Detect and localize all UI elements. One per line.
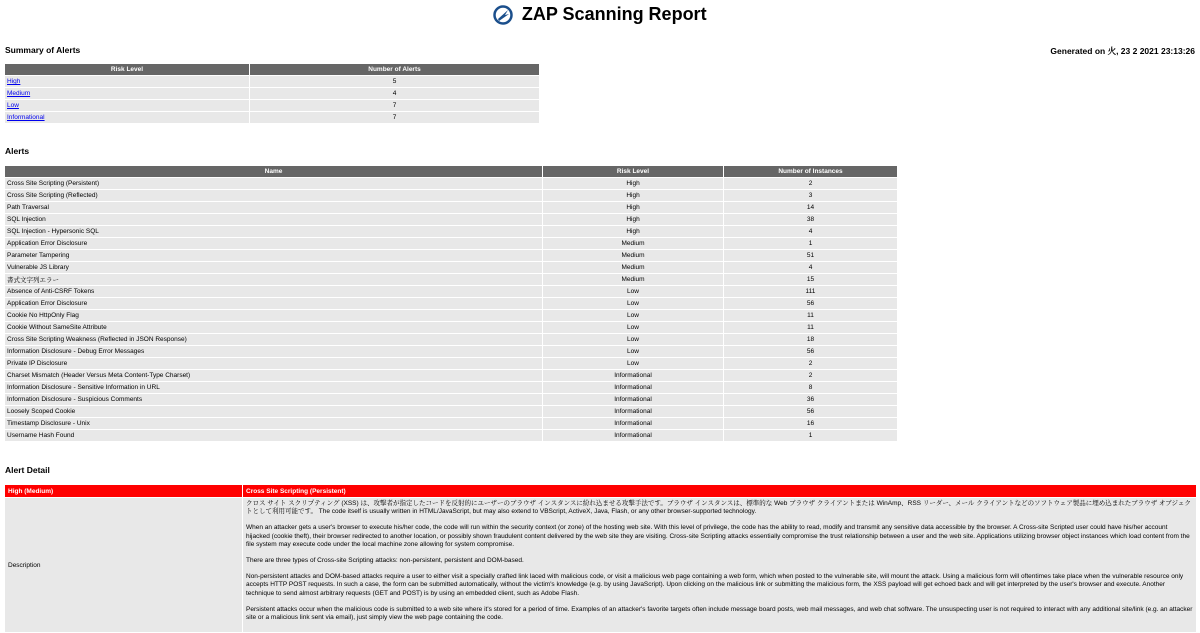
alert-name: Information Disclosure - Debug Error Messages [5, 346, 542, 357]
alert-row [5, 418, 897, 429]
alert-instances: 4 [724, 262, 897, 273]
alert-risk: Informational [543, 370, 723, 381]
alert-instances: 56 [724, 298, 897, 309]
alert-row [5, 382, 897, 393]
alert-risk: Informational [543, 406, 723, 417]
summary-heading: Summary of Alerts [5, 45, 81, 55]
detail-alert-name: Cross Site Scripting (Persistent) [243, 485, 1196, 497]
detail-paragraph: Non-persistent attacks and DOM-based attacks require a user to either visit a specially crafted link laced with malicious code, or visit a malicious web page containing a web form, which when posted to the vulnerable site, will mount the attack. Using a malicious form will oftentimes take place when the vulnerable resource only accepts HTTP POST requests. In such a case, the form can be submitted automatically, without the victim's knowledge (e.g. by using JavaScript). Upon clicking on the malicious link or submitting the malicious form, the XSS payload will get echoed back and will get interpreted by the user's browser and execute. Another technique to send almost arbitrary requests (GET and POST) is by using an embedded client, such as Adobe Flash. [246, 573, 1184, 597]
alert-name: Username Hash Found [5, 430, 542, 441]
alert-name: Charset Mismatch (Header Versus Meta Content-Type Charset) [5, 370, 542, 381]
alert-instances: 14 [724, 202, 897, 213]
alert-name: Cross Site Scripting (Persistent) [5, 178, 542, 189]
alert-name: SQL Injection - Hypersonic SQL [5, 226, 542, 237]
alert-instances: 15 [724, 274, 897, 285]
alert-risk: Low [543, 358, 723, 369]
detail-paragraph: Persistent attacks occur when the malicious code is submitted to a web site where it's stored for a period of time. Examples of an attacker's favorite targets often include message board posts, web mail messages, and web chat software. The unsuspecting user is not required to interact with any additional site/link (e.g. an attacker site or a malicious link sent via email), just simply view the web page containing the code. [246, 605, 1193, 622]
alert-risk: Medium [543, 238, 723, 249]
alert-risk: Medium [543, 274, 723, 285]
alert-risk: Low [543, 286, 723, 297]
detail-description [243, 498, 1196, 632]
detail-paragraph: When an attacker gets a user's browser to execute his/her code, the code will run within the security context (or zone) of the hosting web site. With this level of privilege, the code has the ability to read, modify and transmit any sensitive data accessible by the browser. A Cross-site Scripted user could have his/her account hijacked (cookie theft), their browser redirected to another location, or possibly shown fraudulent content delivered by the web site they are visiting. Cross-site Scripting attacks essentially compromise the trust relationship between a user and the web site. Applications utilizing browser object instances which load content from the file system may execute code under the local machine zone allowing for system compromise. [246, 524, 1190, 548]
alert-instances: 11 [724, 310, 897, 321]
alert-risk: Medium [543, 262, 723, 273]
alert-name: Private IP Disclosure [5, 358, 542, 369]
alert-row [5, 190, 897, 201]
alert-risk: Low [543, 310, 723, 321]
alert-name: Cookie No HttpOnly Flag [5, 310, 542, 321]
alert-risk: Informational [543, 430, 723, 441]
alert-name: 書式文字列エラー [5, 274, 542, 285]
alert-name: Cross Site Scripting Weakness (Reflected in JSON Response) [5, 334, 542, 345]
alert-instances: 2 [724, 370, 897, 381]
alert-row [5, 310, 897, 321]
detail-paragraph: There are three types of Cross-site Scripting attacks: non-persistent, persistent and DOM-based. [246, 557, 524, 565]
alert-row [5, 262, 897, 273]
alert-row [5, 298, 897, 309]
alert-instances: 56 [724, 346, 897, 357]
summary-col-risk: Risk Level [5, 64, 249, 75]
alert-risk: Medium [543, 250, 723, 261]
summary-row [5, 112, 539, 123]
alert-risk: High [543, 226, 723, 237]
alert-name: Information Disclosure - Sensitive Information in URL [5, 382, 542, 393]
alert-row [5, 202, 897, 213]
alert-instances: 11 [724, 322, 897, 333]
alerts-col-instances: Number of Instances [724, 166, 897, 177]
alert-risk: High [543, 202, 723, 213]
report-title: ZAP Scanning Report [521, 4, 707, 24]
summary-count: 5 [250, 76, 539, 87]
alert-risk: Low [543, 322, 723, 333]
alert-row [5, 214, 897, 225]
alert-row [5, 226, 897, 237]
alert-row [5, 322, 897, 333]
summary-row [5, 100, 539, 111]
alert-row [5, 250, 897, 261]
alert-name: Application Error Disclosure [5, 238, 542, 249]
alert-detail-heading: Alert Detail [5, 465, 50, 475]
zap-logo-icon [493, 5, 513, 25]
alert-row [5, 346, 897, 357]
alert-detail-table [4, 484, 1197, 633]
alert-row [5, 358, 897, 369]
report-header [0, 4, 1200, 28]
alert-instances: 36 [724, 394, 897, 405]
alert-risk: High [543, 214, 723, 225]
summary-row [5, 88, 539, 99]
alert-risk: Informational [543, 394, 723, 405]
alert-instances: 1 [724, 238, 897, 249]
alert-row [5, 238, 897, 249]
summary-table [4, 63, 540, 124]
alert-row [5, 334, 897, 345]
alert-risk: High [543, 190, 723, 201]
alert-name: Path Traversal [5, 202, 542, 213]
alert-row [5, 178, 897, 189]
alert-instances: 111 [724, 286, 897, 297]
alerts-table [4, 165, 898, 442]
alert-instances: 18 [724, 334, 897, 345]
alert-risk: Informational [543, 382, 723, 393]
alert-name: Timestamp Disclosure - Unix [5, 418, 542, 429]
summary-count: 7 [250, 112, 539, 123]
alert-risk: High [543, 178, 723, 189]
summary-link-low[interactable]: Low [7, 102, 19, 109]
alert-row [5, 286, 897, 297]
detail-paragraph: クロス サイト スクリプティング (XSS) は、攻撃者が指定したコードを反射的にユーザーのブラウザ インスタンスに紛れ込ませる攻撃手法です。ブラウザ インスタンスは、標準的な Web ブラウザ クライアントまたは WinAmp、RSS リーダー、メール クライアントなどのソフトウェア製品に埋め込まれたブラウザ オブジェクトとして利用可能です。 The code itself is usually written in HTML/JavaScript, but may also extend to VBScript, ActiveX, Java, Flash, or any other browser-supported technology. [246, 500, 1191, 516]
alert-instances: 2 [724, 178, 897, 189]
summary-row [5, 76, 539, 87]
alerts-col-risk: Risk Level [543, 166, 723, 177]
alert-row [5, 274, 897, 285]
alert-name: Cookie Without SameSite Attribute [5, 322, 542, 333]
alert-row [5, 370, 897, 381]
alert-risk: Low [543, 334, 723, 345]
summary-link-medium[interactable]: Medium [7, 90, 31, 97]
detail-risk-label: High (Medium) [5, 485, 242, 497]
alert-risk: Informational [543, 418, 723, 429]
alert-name: Parameter Tampering [5, 250, 542, 261]
alert-row [5, 394, 897, 405]
alert-instances: 4 [724, 226, 897, 237]
alert-instances: 3 [724, 190, 897, 201]
summary-count: 4 [250, 88, 539, 99]
summary-link-informational[interactable]: Informational [7, 114, 45, 121]
alert-instances: 1 [724, 430, 897, 441]
alert-row [5, 430, 897, 441]
alert-name: Loosely Scoped Cookie [5, 406, 542, 417]
alert-risk: Low [543, 298, 723, 309]
alerts-col-name: Name [5, 166, 542, 177]
alert-name: Cross Site Scripting (Reflected) [5, 190, 542, 201]
alert-instances: 38 [724, 214, 897, 225]
alert-name: SQL Injection [5, 214, 542, 225]
alert-instances: 56 [724, 406, 897, 417]
alert-name: Vulnerable JS Library [5, 262, 542, 273]
alert-instances: 51 [724, 250, 897, 261]
alert-name: Application Error Disclosure [5, 298, 542, 309]
summary-link-high[interactable]: High [7, 78, 21, 85]
alert-row [5, 406, 897, 417]
alert-instances: 2 [724, 358, 897, 369]
alert-instances: 16 [724, 418, 897, 429]
generated-timestamp: Generated on 火, 23 2 2021 23:13:26 [1050, 46, 1195, 56]
alert-risk: Low [543, 346, 723, 357]
summary-col-count: Number of Alerts [250, 64, 539, 75]
detail-description-label: Description [5, 498, 242, 632]
alert-instances: 8 [724, 382, 897, 393]
alert-name: Information Disclosure - Suspicious Comments [5, 394, 542, 405]
alert-name: Absence of Anti-CSRF Tokens [5, 286, 542, 297]
summary-count: 7 [250, 100, 539, 111]
alerts-heading: Alerts [5, 146, 30, 156]
